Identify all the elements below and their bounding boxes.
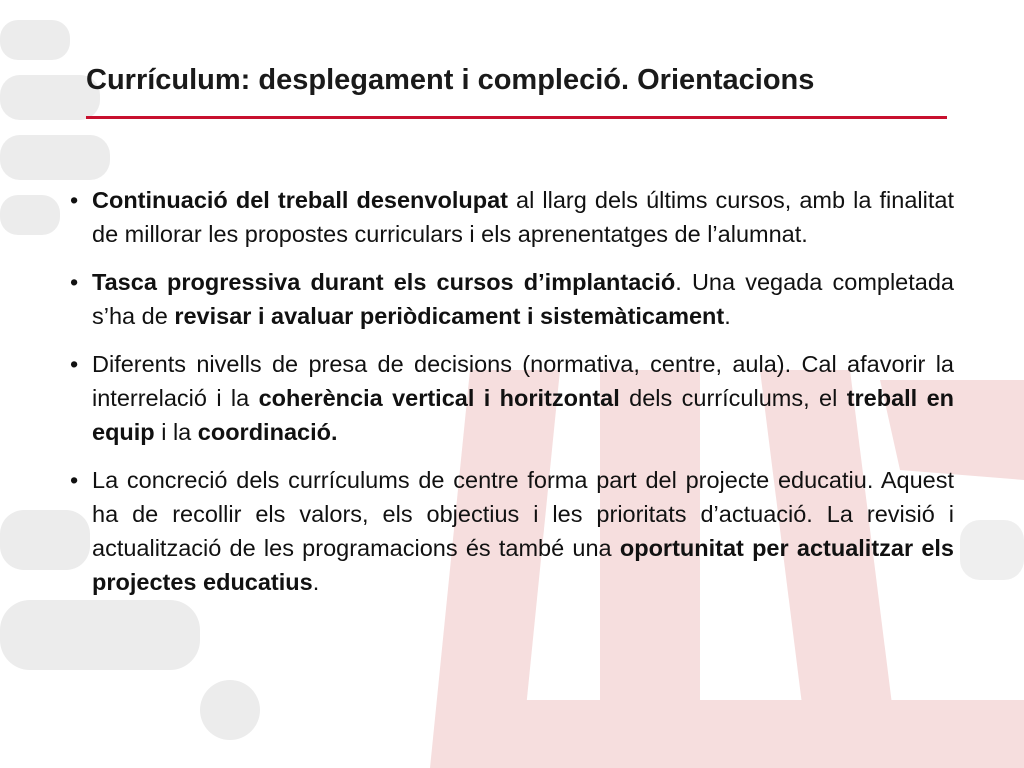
bullet-icon: • (70, 187, 79, 213)
title-underline (86, 116, 947, 119)
bullet-item (70, 463, 954, 599)
bullet-icon: • (70, 269, 79, 295)
bullet-item (70, 265, 954, 333)
bullet-text: dels currículums, el (619, 385, 847, 411)
bullet-text: La concreció dels currículums de centre forma part del projecte educatiu. Aquest ha de recollir els valors, els objectius i les prioritats d’actuació. La revisió i actualització de les programacions és també una (92, 467, 954, 561)
bullet-text-bold: coherència vertical i horitzontal (258, 385, 620, 411)
bullet-text: Diferents nivells de presa de decisions (normativa, centre, aula). Cal afavorir la interrelació i la (92, 351, 954, 411)
bullet-item (70, 183, 954, 251)
bullet-text-bold: Tasca progressiva durant els cursos d’implantació (92, 269, 676, 295)
bullet-text: al llarg dels últims cursos, amb la finalitat de millorar les propostes curriculars i els aprenentatges de l’alumnat. (92, 187, 954, 247)
bullet-text-bold: Continuació del treball desenvolupat (92, 187, 508, 213)
bullet-text-bold: revisar i avaluar periòdicament i sistemàticament (174, 303, 725, 329)
page-title: Currículum: desplegament i compleció. Orientacions (86, 64, 815, 96)
bullet-item (70, 347, 954, 449)
bullet-icon: • (70, 467, 79, 493)
bullet-text-bold: coordinació. (197, 419, 338, 445)
bullet-text: . (724, 303, 731, 329)
bullet-text-bold: oportunitat per actualitzar els projectes educatius (92, 535, 955, 595)
bullet-text: . Una vegada completada s’ha de (92, 269, 954, 329)
bullet-list (70, 183, 954, 613)
bullet-text: i la (154, 419, 198, 445)
bullet-text: . (312, 569, 320, 595)
bullet-icon: • (70, 351, 79, 377)
bullet-text-bold: treball en equip (92, 385, 955, 445)
